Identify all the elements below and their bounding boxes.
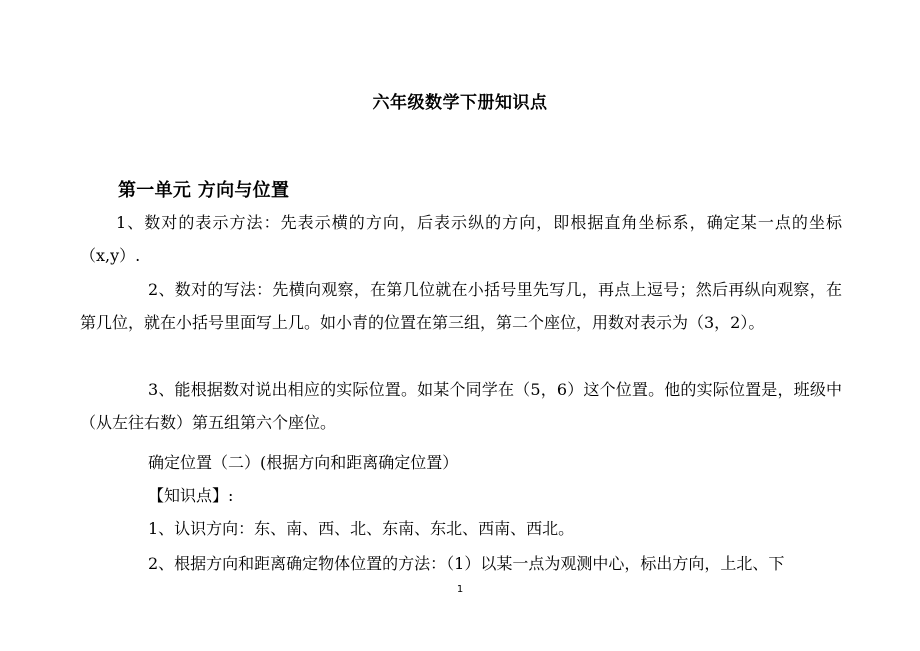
unit-heading: 第一单元 方向与位置	[118, 180, 290, 201]
paragraph-1: 1、数对的表示方法：先表示横的方向，后表示纵的方向，即根据直角坐标系，确定某一点的坐标（x,y）.	[80, 213, 842, 265]
paragraph-3: 3、能根据数对说出相应的实际位置。如某个同学在（5，6）这个位置。他的实际位置是，班级中（从左往右数）第五组第六个座位。	[80, 380, 842, 432]
page-number: 1	[456, 584, 464, 595]
paragraph-2: 2、数对的写法：先横向观察，在第几位就在小括号里先写几，再点上逗号；然后再纵向观察，在第几位，就在小括号里面写上几。如小青的位置在第三组，第二个座位，用数对表示为（3，2）。	[80, 280, 842, 332]
document-title: 六年级数学下册知识点	[372, 93, 548, 113]
point-2: 2、根据方向和距离确定物体位置的方法：（1）以某一点为观测中心，标出方向，上北、下	[148, 554, 785, 573]
subheading: 确定位置（二）(根据方向和距离确定位置）	[148, 453, 459, 472]
knowledge-label: 【知识点】:	[148, 486, 234, 505]
point-1: 1、认识方向：东、南、西、北、东南、东北、西南、西北。	[148, 519, 575, 538]
